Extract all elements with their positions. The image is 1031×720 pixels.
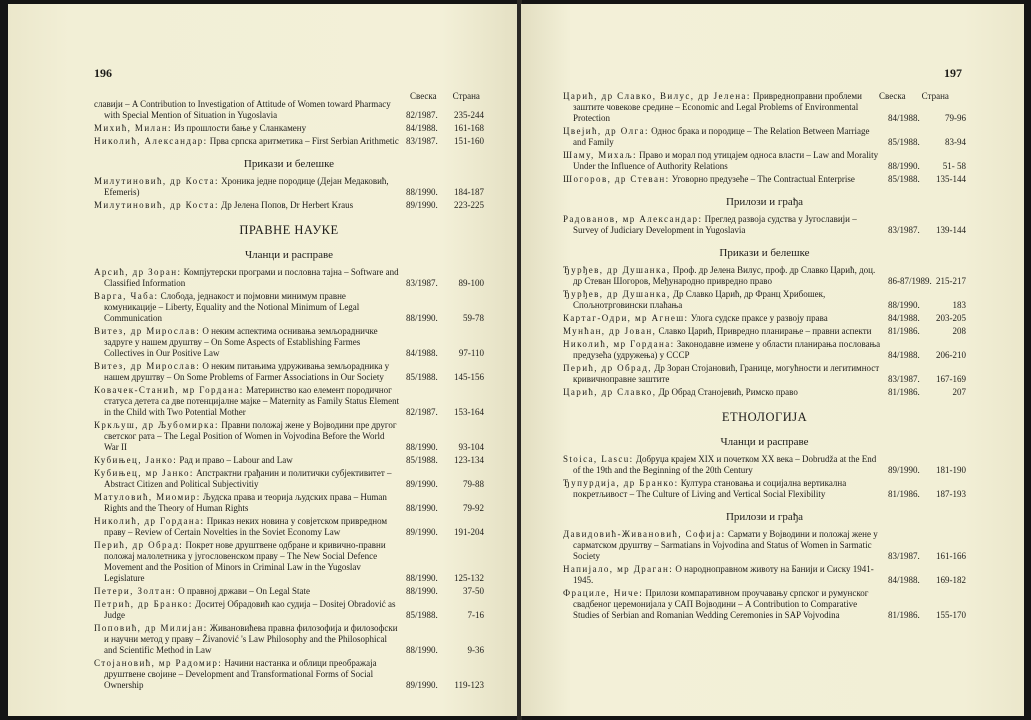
entry-pages: 155-170	[936, 610, 966, 620]
entry-pages: 51- 58	[942, 161, 966, 171]
bibliography-entry	[94, 623, 484, 656]
entry-pages: 139-144	[936, 225, 966, 235]
entry-title: Преглед развоја судства у Југославији – Survey of Judiciary Development in Yugoslavia	[573, 214, 857, 235]
entry-issue: 81/1986.	[888, 489, 920, 499]
entry-author: Николић, Александар:	[94, 136, 208, 146]
entry-issue: 85/1988.	[406, 610, 438, 620]
entry-author: Петрић, др Бранко:	[94, 599, 193, 609]
bibliography-entry	[94, 123, 484, 134]
entry-title: Живановићева правна филозофија и филозофски и научни метод у праву – Živanović 's Law Philosophy and the Philosophical and Scientific Method in Law	[104, 623, 398, 655]
bibliography-entry	[563, 91, 966, 124]
bibliography-entry	[563, 289, 966, 311]
subsection-heading: Прикази и белешке	[243, 158, 335, 170]
entry-title: О правној држави – On Legal State	[178, 586, 310, 596]
entry-text	[563, 588, 888, 621]
entry-author: Петери, Золтан:	[94, 586, 176, 596]
entry-text	[94, 492, 406, 514]
entry-pages: 145-156	[454, 372, 484, 382]
entry-pages: 183	[952, 300, 966, 310]
bibliography-entry	[94, 385, 484, 418]
entry-issue: 84/1988.	[888, 113, 920, 123]
entry-issue: 88/1990.	[406, 442, 438, 452]
entry-author: Матуловић, Миомир:	[94, 492, 201, 502]
entry-text	[94, 658, 406, 691]
bibliography-entry	[94, 99, 484, 121]
entry-title: Правни положај жене у Војводини пре другог светског рата – The Legal Position of Women in Vojvodina Before the World War II	[104, 420, 397, 452]
entry-author: Напијало, мр Драган:	[563, 564, 674, 574]
entry-title: Др Зоран Стојановић, Границе, могућности и легитимност кривичноправне заштите	[573, 363, 880, 384]
entry-title: Материнство као елемент породичног статуса детета са две потенцијалне мајке – Maternity as Family Status Element in the Child with Two Potential Mother	[104, 385, 400, 417]
entry-issue: 88/1990.	[406, 503, 438, 513]
bibliography-entry	[94, 200, 484, 211]
entry-pages: 167-169	[936, 374, 966, 384]
entry-issue: 83/1987.	[888, 225, 920, 235]
entry-issue: 83/1987.	[406, 278, 438, 288]
entry-text	[563, 564, 888, 586]
entry-text	[94, 468, 406, 490]
entry-issue: 89/1990.	[406, 479, 438, 489]
entry-pages: 97-110	[458, 348, 484, 358]
entry-pages: 223-225	[454, 200, 484, 210]
entry-author: Кубињец, мр Јанко:	[94, 468, 194, 478]
entry-author: Давидовић-Живановић, Софија:	[563, 529, 726, 539]
entry-author: Варга, Чаба:	[94, 291, 159, 301]
left-entries	[94, 99, 484, 693]
entry-title: Компјутерски програми и пословна тајна – Software and Classified Information	[104, 267, 399, 288]
entry-title: Из прошлости бање у Сланкамену	[174, 123, 307, 133]
entry-issue: 88/1990.	[406, 645, 438, 655]
bibliography-entry	[94, 455, 484, 466]
entry-issue: 89/1990.	[406, 200, 438, 210]
entry-text	[563, 289, 888, 311]
entry-author: Кубињец, Јанко:	[94, 455, 178, 465]
entry-issue: 84/1988.	[406, 123, 438, 133]
entry-title: Доситеј Обрадовић као судија – Dositej Obradović as Judge	[104, 599, 396, 620]
entry-pages: 79-88	[463, 479, 484, 489]
entry-author: Картаг-Одри, мр Агнеш:	[563, 313, 689, 323]
entry-issue: 81/1986.	[888, 387, 920, 397]
section-heading: ПРАВНЕ НАУКЕ	[239, 223, 339, 237]
bibliography-entry	[94, 326, 484, 359]
entry-text	[94, 176, 406, 198]
entry-text	[94, 267, 406, 289]
entry-issue: 89/1990.	[406, 680, 438, 690]
entry-pages: 119-123	[454, 680, 484, 690]
bibliography-entry	[94, 267, 484, 289]
entry-title: Сармати у Војводини и положај жене у сарматском друштву – Sarmatians in Vojvodina and Status of Women in Sarmatic Society	[573, 529, 878, 561]
entry-text	[563, 126, 888, 148]
entry-pages: 161-168	[454, 123, 484, 133]
entry-issue: 82/1987.	[406, 110, 438, 120]
entry-text	[563, 339, 888, 361]
entry-pages: 153-164	[454, 407, 484, 417]
entry-title: Славко Царић, Привредно планирање – правни аспекти	[658, 326, 872, 336]
bibliography-entry	[94, 492, 484, 514]
entry-issue: 83/1987.	[888, 551, 920, 561]
bibliography-entry	[563, 363, 966, 385]
entry-text	[563, 313, 888, 324]
entry-text	[94, 455, 406, 466]
left-page	[8, 4, 518, 716]
entry-pages: 187-193	[936, 489, 966, 499]
entry-pages: 93-104	[458, 442, 484, 452]
bibliography-entry	[94, 176, 484, 198]
entry-issue: 84/1988.	[888, 575, 920, 585]
entry-issue: 84/1988.	[406, 348, 438, 358]
entry-issue: 89/1990.	[406, 527, 438, 537]
page-number: 196	[94, 66, 112, 80]
bibliography-entry	[563, 126, 966, 148]
entry-text	[94, 123, 406, 134]
entry-issue: 88/1990.	[888, 161, 920, 171]
entry-text	[94, 586, 406, 597]
entry-issue: 85/1988.	[406, 372, 438, 382]
entry-issue: 85/1988.	[888, 174, 920, 184]
entry-text	[94, 623, 406, 656]
entry-author: Ђурђев, др Душанка,	[563, 289, 671, 299]
entry-title: Проф. др Јелена Вилус, проф. др Славко Царић, доц. др Стеван Шогоров, Међународно привредно право	[573, 265, 876, 286]
bibliography-entry	[563, 174, 966, 185]
entry-author: Шаму, Михаљ:	[563, 150, 637, 160]
entry-author: Витез, др Мирослав:	[94, 326, 201, 336]
entry-pages: 7-16	[467, 610, 484, 620]
right-entries	[563, 91, 966, 623]
entry-title: Уговорно предузеће – The Contractual Enterprise	[671, 174, 855, 184]
entry-author: Шогоров, др Стеван:	[563, 174, 670, 184]
entry-text	[94, 420, 406, 453]
pages-column-header: Страна	[452, 91, 480, 101]
entry-title: Добруџа крајем XIX и почетком XX века – Dobrudža at the End of the 19th and the Beginning of the 20th Century	[573, 454, 877, 475]
entry-text	[563, 363, 888, 385]
entry-pages: 207	[952, 387, 966, 397]
entry-author: Ђупурдија, др Бранко:	[563, 478, 679, 488]
entry-title: Покрет нове друштвене одбране и кривично-правни положај малолетника у југословенском праву – The New Social Defence Movement and the Position of Minors in Criminal Law in the Yugoslav Legislature	[104, 540, 386, 583]
entry-text	[563, 454, 888, 476]
entry-title: славији – A Contribution to Investigation of Attitude of Women toward Pharmacy with Special Mention of Situation in Yugoslavia	[94, 99, 391, 120]
subsection-heading: Прикази и белешке	[719, 247, 810, 259]
entry-pages: 59-78	[463, 313, 484, 323]
entry-text	[94, 385, 406, 418]
entry-title: Људска права и теорија људских права – Human Rights and the Theory of Human Rights	[104, 492, 387, 513]
entry-pages: 79-92	[463, 503, 484, 513]
bibliography-entry	[563, 326, 966, 337]
entry-issue: 88/1990.	[406, 573, 438, 583]
entry-pages: 37-50	[463, 586, 484, 596]
entry-issue: 83/1987.	[406, 136, 438, 146]
bibliography-entry	[94, 136, 484, 147]
subsection-heading: Прилози и грађа	[725, 511, 804, 523]
bibliography-entry	[94, 291, 484, 324]
issue-column-header: Свеска	[410, 91, 437, 101]
entry-text	[94, 136, 406, 147]
page-number: 197	[944, 66, 962, 80]
entry-author: Кркљуш, др Љубомирка:	[94, 420, 219, 430]
subsection-heading: Чланци и расправе	[244, 249, 334, 261]
entry-author: Ковачек-Станић, мр Гордана:	[94, 385, 244, 395]
entry-title: Хроника једне породице (Дејан Медаковић, Efemeris)	[104, 176, 389, 197]
section-heading: ЕТНОЛОГИЈА	[721, 410, 808, 424]
pages-column-header: Страна	[921, 91, 949, 101]
entry-text	[563, 214, 888, 236]
entry-pages: 206-210	[936, 350, 966, 360]
entry-pages: 215-217	[936, 276, 966, 286]
entry-pages: 235-244	[454, 110, 484, 120]
subsection-heading: Чланци и расправе	[720, 436, 809, 448]
entry-pages: 135-144	[936, 174, 966, 184]
entry-title: Др Славко Царић, др Франц Хрибошек, Спољнотрговински плаћања	[573, 289, 826, 310]
entry-pages: 169-182	[936, 575, 966, 585]
entry-issue: 88/1990.	[406, 313, 438, 323]
bibliography-entry	[94, 599, 484, 621]
entry-author: Ђурђев, др Душанка,	[563, 265, 671, 275]
entry-title: Право и морал под утицајем односа власти – Law and Morality Under the Influence of Authority Relations	[573, 150, 879, 171]
entry-text	[563, 174, 888, 185]
entry-author: Арсић, др Зоран:	[94, 267, 182, 277]
entry-pages: 208	[952, 326, 966, 336]
entry-text	[94, 99, 406, 121]
entry-issue: 88/1990.	[888, 300, 920, 310]
bibliography-entry	[94, 540, 484, 584]
entry-author: Перић, др Обрад:	[94, 540, 184, 550]
entry-author: Николић, мр Гордана:	[563, 339, 675, 349]
entry-author: Царић, др Славко,	[563, 387, 657, 397]
entry-issue: 82/1987.	[406, 407, 438, 417]
bibliography-entry	[563, 564, 966, 586]
entry-title: Др Јелена Попов, Dr Herbert Kraus	[221, 200, 354, 210]
entry-pages: 181-190	[936, 465, 966, 475]
entry-text	[563, 387, 888, 398]
bibliography-entry	[563, 214, 966, 236]
entry-pages: 191-204	[454, 527, 484, 537]
entry-text	[563, 150, 888, 172]
entry-text	[563, 478, 888, 500]
subsection-heading: Прилози и грађа	[725, 196, 804, 208]
bibliography-entry	[94, 361, 484, 383]
entry-issue: 84/1988.	[888, 350, 920, 360]
entry-pages: 125-132	[454, 573, 484, 583]
bibliography-entry	[563, 588, 966, 621]
entry-title: Апстрактни грађанин и политички субјективитет – Abstract Citizen and Political Subjectivitiy	[104, 468, 392, 489]
entry-text	[563, 529, 888, 562]
entry-text	[563, 326, 888, 337]
entry-author: Stoica, Lascu:	[563, 454, 634, 464]
bibliography-entry	[563, 529, 966, 562]
entry-pages: 151-160	[454, 136, 484, 146]
entry-text	[94, 326, 406, 359]
entry-text	[94, 540, 406, 584]
entry-pages: 89-100	[458, 278, 484, 288]
entry-pages: 203-205	[936, 313, 966, 323]
entry-issue: 88/1990.	[406, 187, 438, 197]
entry-text	[94, 516, 406, 538]
bibliography-entry	[94, 420, 484, 453]
entry-author: Радованов, мр Александар:	[563, 214, 703, 224]
entry-title: Прва српска аритметика – First Serbian Arithmetic	[209, 136, 399, 146]
entry-author: Царић, др Славко, Вилус, др Јелена:	[563, 91, 751, 101]
entry-author: Милутиновић, др Коста:	[94, 176, 219, 186]
entry-author: Фрациле, Ниче:	[563, 588, 644, 598]
entry-pages: 123-134	[454, 455, 484, 465]
bibliography-entry	[563, 150, 966, 172]
entry-title: Прилози компаративном проучавању српског и румунског свадбеног церемонијала у САП Војводини – A Contribution to Comparative Studies of Serbian and Romanian Wedding Ceremonies in SAP Vojvodina	[573, 588, 869, 620]
entry-author: Витез, др Мирослав:	[94, 361, 201, 371]
entry-pages: 161-166	[936, 551, 966, 561]
entry-title: О народноправном животу на Банији и Сиску 1941-1945.	[573, 564, 874, 585]
entry-pages: 184-187	[454, 187, 484, 197]
entry-title: О неким аспектима оснивања земљорадничке задруге у нашем друштву – On Some Aspects of Establishing Farmes Collectives in Our Positive Law	[104, 326, 378, 358]
bibliography-entry	[563, 387, 966, 398]
bibliography-entry	[94, 658, 484, 691]
bibliography-entry	[563, 339, 966, 361]
entry-pages: 79-96	[945, 113, 966, 123]
entry-author: Мунћан, др Јован,	[563, 326, 657, 336]
entry-author: Поповић, др Милијан:	[94, 623, 208, 633]
entry-text	[94, 599, 406, 621]
entry-author: Милутиновић, др Коста:	[94, 200, 219, 210]
entry-pages: 9-36	[467, 645, 484, 655]
entry-text	[94, 291, 406, 324]
entry-issue: 85/1988.	[888, 137, 920, 147]
entry-title: Рад и право – Labour and Law	[179, 455, 293, 465]
entry-title: Законодавне измене у области планирања пословања предузећа (удружења) у СССР	[573, 339, 881, 360]
entry-issue: 81/1986.	[888, 326, 920, 336]
entry-issue: 89/1990.	[888, 465, 920, 475]
entry-author: Перић, др Обрад,	[563, 363, 652, 373]
entry-text	[94, 200, 406, 211]
bibliography-entry	[94, 586, 484, 597]
entry-author: Николић, др Гордана:	[94, 516, 205, 526]
entry-issue: 86-87/1989.	[888, 276, 932, 286]
entry-author: Михић, Милан:	[94, 123, 172, 133]
entry-title: Начини настанка и облици преображаја друштвене својине – Development and Transformational Forms of Social Ownership	[104, 658, 377, 690]
bibliography-entry	[563, 265, 966, 287]
bibliography-entry	[563, 313, 966, 324]
bibliography-entry	[563, 454, 966, 476]
entry-text	[563, 265, 888, 287]
entry-title: Слобода, једнакост и појмовни минимум правне комуникације – Liberty, Equality and the Notional Minimum of Legal Communication	[104, 291, 360, 323]
entry-title: О неким питањима удруживања земљорадника у нашем друштву – On Some Problems of Farmer Associations in Our Society	[104, 361, 390, 382]
bibliography-entry	[563, 478, 966, 500]
entry-title: Култура становања и социјална вертикална покретљивост – The Culture of Living and Vertical Social Flexibility	[573, 478, 847, 499]
right-page	[521, 4, 1024, 716]
entry-author: Цвејић, др Олга:	[563, 126, 649, 136]
entry-issue: 83/1987.	[888, 374, 920, 384]
entry-title: Др Обрад Станојевић, Римско право	[658, 387, 798, 397]
entry-title: Привреднoправни проблеми заштите човекове средине – Economic and Legal Problems of Environmental Protection	[573, 91, 862, 123]
entry-author: Стојановић, мр Радомир:	[94, 658, 223, 668]
entry-title: Приказ неких новина у совјетском привредном праву – Review of Certain Novelties in the Soviet Economy Law	[104, 516, 388, 537]
entry-text	[563, 91, 888, 124]
entry-pages: 83-94	[945, 137, 966, 147]
entry-issue: 88/1990.	[406, 586, 438, 596]
entry-issue: 81/1986.	[888, 610, 920, 620]
entry-issue: 84/1988.	[888, 313, 920, 323]
issue-column-header: Свеска	[879, 91, 906, 101]
bibliography-entry	[94, 516, 484, 538]
bibliography-entry	[94, 468, 484, 490]
entry-title: Улога судске праксе у развоју права	[690, 313, 828, 323]
entry-title: Однос брака и породице – The Relation Between Marriage and Family	[573, 126, 870, 147]
entry-issue: 85/1988.	[406, 455, 438, 465]
entry-text	[94, 361, 406, 383]
